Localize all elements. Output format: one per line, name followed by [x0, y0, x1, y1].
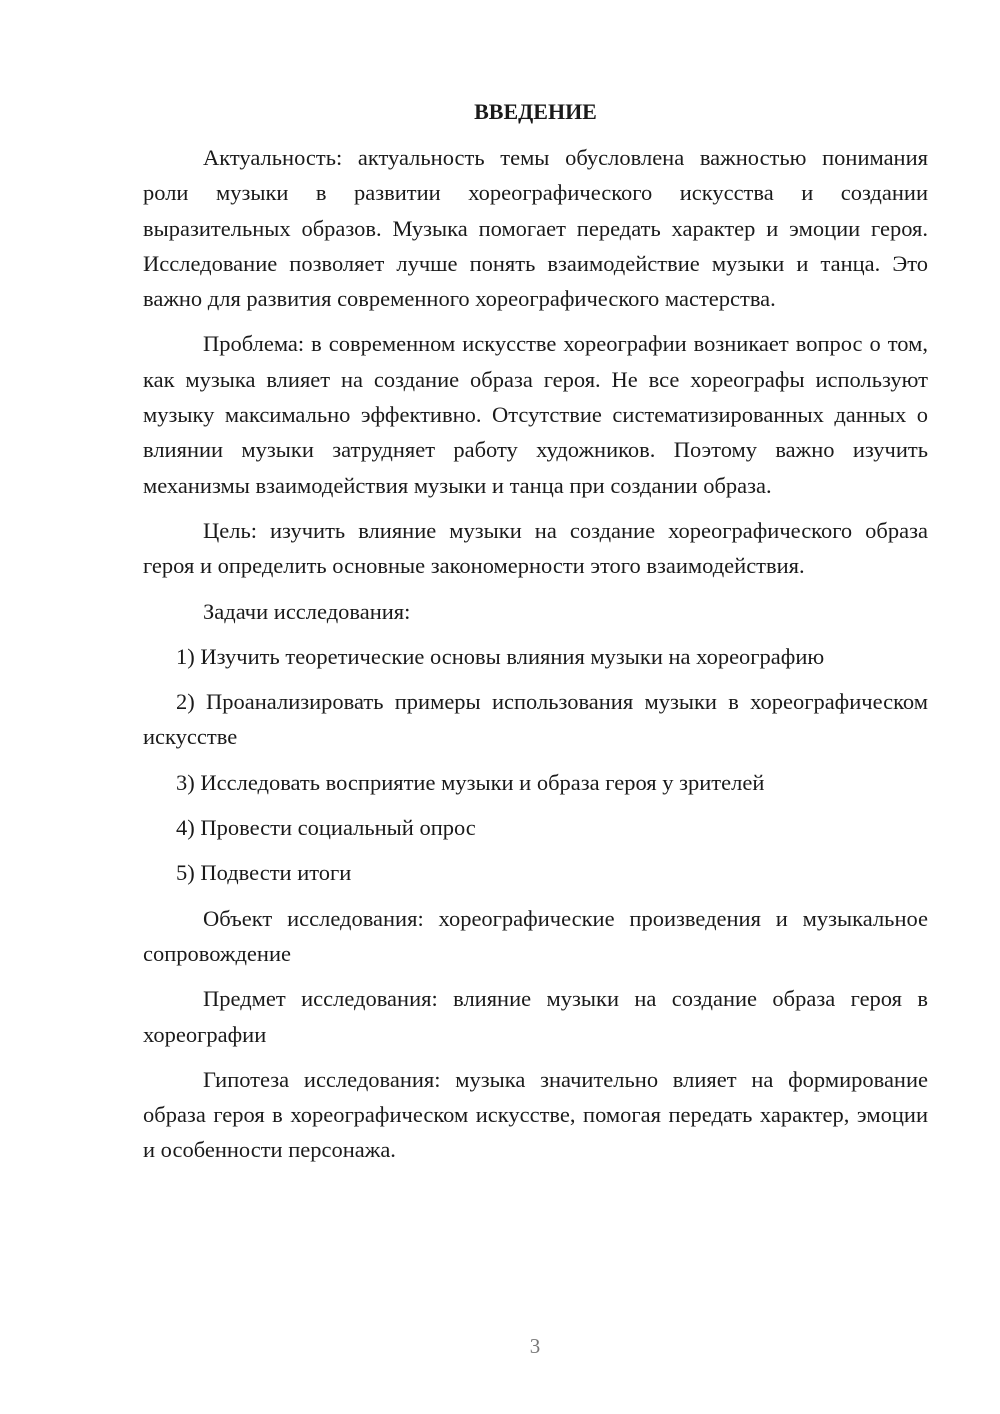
- task-item-5: 5) Подвести итоги: [176, 860, 352, 886]
- page-number: 3: [529, 1334, 541, 1358]
- relevance-paragraph: Актуальность: актуальность темы обусловлена важностью понимания роли музыки в развитии хореографического искусства и создании выразительных образов. Музыка помогает передать характер и эмоции героя. Исследование позволяет лучше понять взаимодействие музыки и танца. Это важно для развития современного хореографического мастерства.: [143, 145, 928, 312]
- task-item-1: 1) Изучить теоретические основы влияния музыки на хореографию: [176, 643, 825, 669]
- document-body: [143, 98, 928, 1178]
- tasks-title: Задачи исследования:: [203, 598, 411, 624]
- task-item-4: 4) Провести социальный опрос: [176, 815, 476, 841]
- task-item-3: 3) Исследовать восприятие музыки и образа героя у зрителей: [176, 769, 765, 795]
- page-title: ВВЕДЕНИЕ: [474, 99, 597, 124]
- goal-paragraph: Цель: изучить влияние музыки на создание хореографического образа героя и определить основные закономерности этого взаимодействия.: [143, 517, 928, 579]
- subject-paragraph: Предмет исследования: влияние музыки на создание образа героя в хореографии: [143, 986, 928, 1047]
- problem-paragraph: Проблема: в современном искусстве хореографии возникает вопрос о том, как музыка влияет на создание образа героя. Не все хореографы используют музыку максимально эффективно. Отсутствие систематизированных данных о влиянии музыки затрудняет работу художников. Поэтому важно изучить механизмы взаимодействия музыки и танца при создании образа.: [143, 331, 928, 498]
- object-paragraph: Объект исследования: хореографические произведения и музыкальное сопровождение: [143, 905, 928, 966]
- task-item-2: 2) Проанализировать примеры использования музыки в хореографическом искусстве: [143, 689, 928, 750]
- hypothesis-paragraph: Гипотеза исследования: музыка значительно влияет на формирование образа героя в хореографическом искусстве, помогая передать характер, эмоции и особенности персонажа.: [143, 1066, 928, 1163]
